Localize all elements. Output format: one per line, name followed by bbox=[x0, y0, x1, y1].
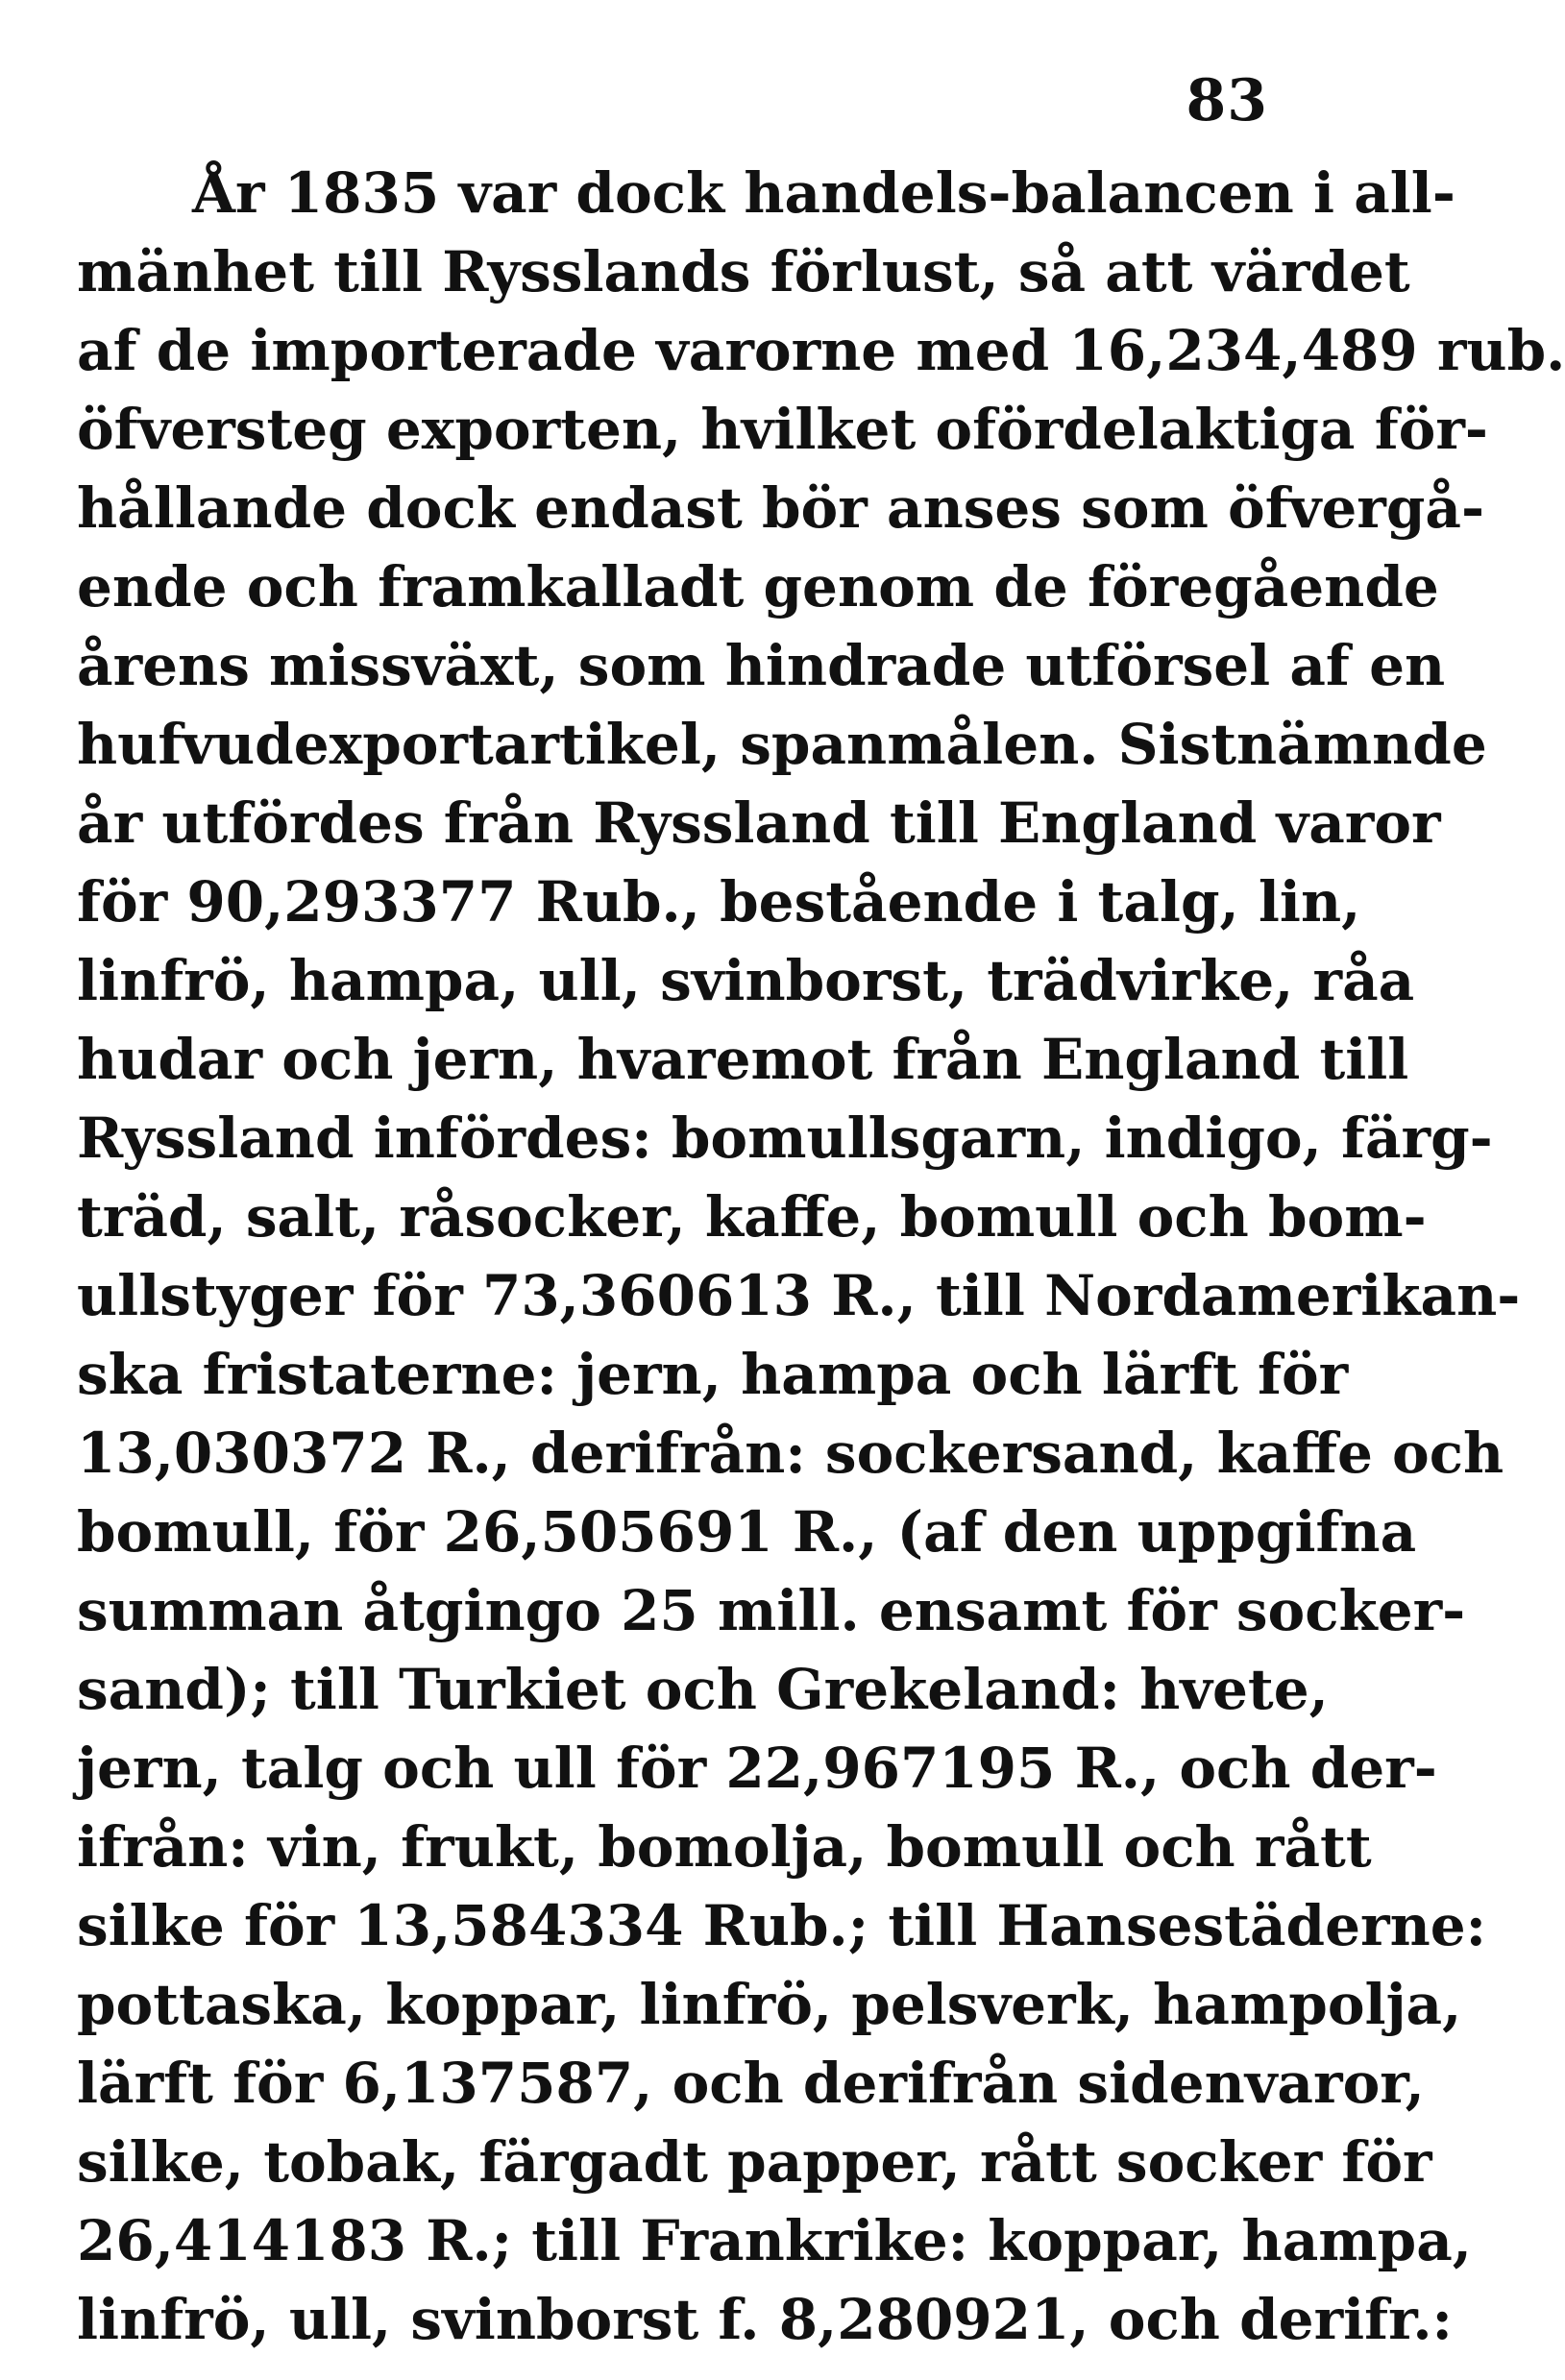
text-line: hufvudexportartikel, spanmålen. Sistnämnde bbox=[77, 712, 1487, 777]
text-line: af de importerade varorne med 16,234,489 rub. bbox=[77, 318, 1565, 383]
text-line: silke, tobak, färgadt papper, rått socker för bbox=[77, 2129, 1432, 2195]
text-line: pottaska, koppar, linfrö, pelsverk, hampolja, bbox=[77, 1972, 1462, 2037]
text-line: 13,030372 R., derifrån: sockersand, kaffe och bbox=[77, 1421, 1504, 1486]
text-line: linfrö, ull, svinborst f. 8,280921, och derifr.: bbox=[77, 2287, 1453, 2352]
text-line: summan åtgingo 25 mill. ensamt för socker- bbox=[77, 1578, 1466, 1643]
text-line: sand); till Turkiet och Grekeland: hvete, bbox=[77, 1657, 1329, 1722]
text-line: mänhet till Rysslands förlust, så att värdet bbox=[77, 239, 1410, 304]
text-line: År 1835 var dock handels-balancen i all- bbox=[192, 160, 1455, 226]
text-line: linfrö, hampa, ull, svinborst, trädvirke, råa bbox=[77, 948, 1415, 1013]
text-line: hållande dock endast bör anses som öfvergå- bbox=[77, 475, 1485, 541]
text-line: bomull, för 26,505691 R., (af den uppgifna bbox=[77, 1499, 1417, 1565]
text-line: ifrån: vin, frukt, bomolja, bomull och rått bbox=[77, 1814, 1372, 1880]
text-line: år utfördes från Ryssland till England varor bbox=[77, 790, 1441, 856]
text-line: Ryssland infördes: bomullsgarn, indigo, färg- bbox=[77, 1105, 1493, 1171]
text-line: årens missväxt, som hindrade utförsel af en bbox=[77, 633, 1446, 698]
body-text bbox=[77, 154, 1565, 2359]
text-line: 26,414183 R.; till Frankrike: koppar, hampa, bbox=[77, 2208, 1472, 2273]
text-line: jern, talg och ull för 22,967195 R., och der- bbox=[77, 1736, 1437, 1801]
text-line: ska fristaterne: jern, hampa och lärft för bbox=[77, 1342, 1349, 1407]
text-line: för 90,293377 Rub., bestående i talg, lin, bbox=[77, 869, 1361, 935]
text-line: lärft för 6,137587, och derifrån sidenvaror, bbox=[77, 2051, 1425, 2116]
text-line: hudar och jern, hvaremot från England till bbox=[77, 1027, 1409, 1092]
text-line: öfversteg exporten, hvilket ofördelaktiga för- bbox=[77, 397, 1488, 462]
text-line: träd, salt, råsocker, kaffe, bomull och bom- bbox=[77, 1184, 1427, 1250]
text-line: ullstyger för 73,360613 R., till Nordamerikan- bbox=[77, 1263, 1521, 1328]
text-line: silke för 13,584334 Rub.; till Hansestäderne: bbox=[77, 1893, 1487, 1958]
text-line: ende och framkalladt genom de föregående bbox=[77, 554, 1439, 619]
page-number: 83 bbox=[1186, 67, 1268, 134]
